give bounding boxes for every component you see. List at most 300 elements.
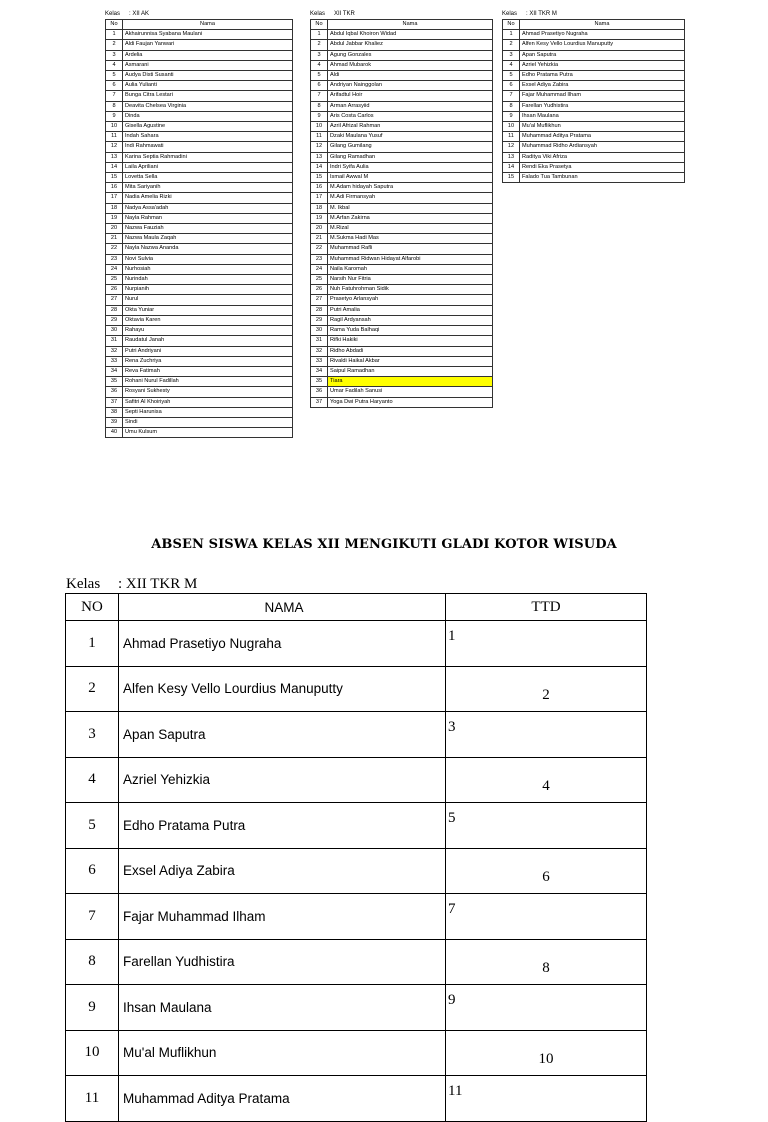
row-number: 35 bbox=[106, 377, 123, 387]
signature-cell: 11 bbox=[446, 1076, 647, 1122]
row-number: 16 bbox=[311, 183, 328, 193]
student-name: Saipul Ramadhan bbox=[328, 366, 493, 376]
row-number: 25 bbox=[311, 275, 328, 285]
table-row bbox=[311, 193, 493, 203]
table-row bbox=[66, 1030, 647, 1076]
student-name: Gisella Agustine bbox=[123, 122, 293, 132]
student-name: Indah Sahara bbox=[123, 132, 293, 142]
row-number: 15 bbox=[106, 173, 123, 183]
row-number: 36 bbox=[311, 387, 328, 397]
table-row bbox=[503, 81, 685, 91]
table-row bbox=[106, 397, 293, 407]
table-row bbox=[66, 848, 647, 894]
signature-cell: 7 bbox=[446, 894, 647, 940]
student-name: Azriel Yehizkia bbox=[119, 757, 446, 803]
table-row bbox=[311, 366, 493, 376]
table-row bbox=[311, 162, 493, 172]
table-row bbox=[503, 122, 685, 132]
table-row bbox=[106, 295, 293, 305]
table-row bbox=[106, 91, 293, 101]
student-name: Narsih Nur Fitria bbox=[328, 275, 493, 285]
student-name: Farellan Yudhistira bbox=[520, 101, 685, 111]
row-number: 22 bbox=[106, 244, 123, 254]
student-name: Ihsan Maulana bbox=[520, 111, 685, 121]
table-row bbox=[311, 234, 493, 244]
student-name: Dinda bbox=[123, 111, 293, 121]
student-name: Raditya Viki Afriza bbox=[520, 152, 685, 162]
table-row bbox=[311, 397, 493, 407]
row-number: 24 bbox=[311, 264, 328, 274]
student-name: Ahmad Mubarok bbox=[328, 60, 493, 70]
class-header bbox=[105, 10, 293, 19]
row-number: 21 bbox=[106, 234, 123, 244]
row-number: 7 bbox=[503, 91, 520, 101]
table-row bbox=[106, 173, 293, 183]
student-name: Indi Rahmawati bbox=[123, 142, 293, 152]
student-name: Azril Afrizal Rahman bbox=[328, 122, 493, 132]
row-number: 23 bbox=[311, 254, 328, 264]
table-row bbox=[66, 712, 647, 758]
row-number: 22 bbox=[311, 244, 328, 254]
table-row bbox=[311, 224, 493, 234]
row-number: 11 bbox=[311, 132, 328, 142]
row-number: 13 bbox=[503, 152, 520, 162]
col-no-header: No bbox=[106, 20, 123, 30]
table-row bbox=[66, 666, 647, 712]
table-row bbox=[66, 894, 647, 940]
table-row bbox=[311, 356, 493, 366]
col-nama-header: Nama bbox=[123, 20, 293, 30]
attendance-table bbox=[65, 593, 647, 1122]
kelas-value: XII TKR bbox=[334, 11, 355, 17]
student-name: Rohani Nurul Fadillah bbox=[123, 377, 293, 387]
student-name: Nayla Nazwa Ananda bbox=[123, 244, 293, 254]
student-name: Nurindah bbox=[123, 275, 293, 285]
header-row bbox=[503, 20, 685, 30]
table-body bbox=[503, 30, 685, 183]
student-name: Ahmad Prasetiyo Nugraha bbox=[520, 30, 685, 40]
col-no-header: No bbox=[311, 20, 328, 30]
row-number: 25 bbox=[106, 275, 123, 285]
row-number: 32 bbox=[311, 346, 328, 356]
class-header bbox=[310, 10, 493, 19]
row-number: 19 bbox=[311, 213, 328, 223]
table-row bbox=[503, 101, 685, 111]
table-row bbox=[106, 183, 293, 193]
table-row bbox=[106, 152, 293, 162]
student-name: M.Rizal bbox=[328, 224, 493, 234]
kelas-value: : XII TKR M bbox=[118, 576, 198, 592]
row-number: 19 bbox=[106, 213, 123, 223]
row-number: 10 bbox=[66, 1030, 119, 1076]
row-number: 37 bbox=[106, 397, 123, 407]
student-name: Ahmad Prasetiyo Nugraha bbox=[119, 621, 446, 667]
header-row bbox=[66, 594, 647, 621]
row-number: 20 bbox=[311, 224, 328, 234]
row-number: 4 bbox=[66, 757, 119, 803]
row-number: 33 bbox=[106, 356, 123, 366]
student-name: M.Sukma Hadi Mas bbox=[328, 234, 493, 244]
table-row bbox=[503, 50, 685, 60]
student-name: Putri Amalia bbox=[328, 305, 493, 315]
student-name: M.Arfan Zakirna bbox=[328, 213, 493, 223]
row-number: 1 bbox=[106, 30, 123, 40]
row-number: 17 bbox=[311, 193, 328, 203]
table-row bbox=[503, 91, 685, 101]
table-row bbox=[311, 387, 493, 397]
attendance-body bbox=[66, 621, 647, 1122]
row-number: 27 bbox=[311, 295, 328, 305]
table-row bbox=[106, 122, 293, 132]
student-name: Mu'al Muflikhun bbox=[119, 1030, 446, 1076]
student-name: Alfen Kesy Vello Lourdius Manuputty bbox=[520, 40, 685, 50]
row-number: 17 bbox=[106, 193, 123, 203]
col-nama-header: NAMA bbox=[119, 594, 446, 621]
table-row bbox=[311, 305, 493, 315]
row-number: 26 bbox=[311, 285, 328, 295]
table-row bbox=[311, 101, 493, 111]
row-number: 21 bbox=[311, 234, 328, 244]
table-row bbox=[66, 985, 647, 1031]
row-number: 8 bbox=[503, 101, 520, 111]
col-nama-header: Nama bbox=[520, 20, 685, 30]
row-number: 31 bbox=[311, 336, 328, 346]
table-row bbox=[106, 387, 293, 397]
student-name: Nurul bbox=[123, 295, 293, 305]
row-number: 34 bbox=[311, 366, 328, 376]
row-number: 2 bbox=[106, 40, 123, 50]
table-row bbox=[503, 40, 685, 50]
table-row bbox=[311, 315, 493, 325]
table-row bbox=[66, 621, 647, 667]
row-number: 5 bbox=[106, 71, 123, 81]
row-number: 4 bbox=[311, 60, 328, 70]
row-number: 24 bbox=[106, 264, 123, 274]
student-name: Rivaldi Haikal Akbar bbox=[328, 356, 493, 366]
row-number: 12 bbox=[106, 142, 123, 152]
row-number: 13 bbox=[106, 152, 123, 162]
student-name: M.Adi Firmansyah bbox=[328, 193, 493, 203]
student-name: Nazwa Maula Zaqah bbox=[123, 234, 293, 244]
student-name: Muhammad Aditya Pratama bbox=[520, 132, 685, 142]
student-name: Azriel Yehizkia bbox=[520, 60, 685, 70]
row-number: 12 bbox=[311, 142, 328, 152]
table-row bbox=[311, 254, 493, 264]
student-name: Rena Zuchriya bbox=[123, 356, 293, 366]
signature-cell: 4 bbox=[446, 757, 647, 803]
row-number: 6 bbox=[66, 848, 119, 894]
table-row bbox=[503, 60, 685, 70]
row-number: 13 bbox=[311, 152, 328, 162]
student-name: Umu Kulsum bbox=[123, 428, 293, 438]
table-row bbox=[311, 377, 493, 387]
row-number: 9 bbox=[503, 111, 520, 121]
row-number: 39 bbox=[106, 417, 123, 427]
table-row bbox=[311, 203, 493, 213]
table-row bbox=[311, 244, 493, 254]
table-row bbox=[106, 264, 293, 274]
signature-cell: 3 bbox=[446, 712, 647, 758]
row-number: 4 bbox=[503, 60, 520, 70]
table-row bbox=[106, 50, 293, 60]
table-row bbox=[106, 142, 293, 152]
student-name: Muhammad Ridwan Hidayat Alfarobi bbox=[328, 254, 493, 264]
student-name: Falado Tua Tambunan bbox=[520, 173, 685, 183]
table-row bbox=[66, 1076, 647, 1122]
row-number: 2 bbox=[311, 40, 328, 50]
student-name: Laila Apriliani bbox=[123, 162, 293, 172]
student-name: Aldi bbox=[328, 71, 493, 81]
table-row bbox=[106, 377, 293, 387]
table-row bbox=[106, 60, 293, 70]
table-row bbox=[311, 285, 493, 295]
table-row bbox=[66, 757, 647, 803]
table-row bbox=[311, 40, 493, 50]
row-number: 36 bbox=[106, 387, 123, 397]
student-name: Gilang Gumilang bbox=[328, 142, 493, 152]
student-name: Oktavia Karen bbox=[123, 315, 293, 325]
student-name: Fajar Muhammad Ilham bbox=[520, 91, 685, 101]
table-row bbox=[106, 71, 293, 81]
row-number: 3 bbox=[503, 50, 520, 60]
student-name: Safitri Al Khoiriyah bbox=[123, 397, 293, 407]
table-row bbox=[106, 336, 293, 346]
row-number: 18 bbox=[106, 203, 123, 213]
table-row bbox=[311, 71, 493, 81]
col-no-header: No bbox=[503, 20, 520, 30]
row-number: 29 bbox=[311, 315, 328, 325]
student-name: Rahayu bbox=[123, 326, 293, 336]
row-number: 3 bbox=[106, 50, 123, 60]
student-name: Tiara bbox=[328, 377, 493, 387]
signature-cell: 2 bbox=[446, 666, 647, 712]
row-number: 32 bbox=[106, 346, 123, 356]
student-name: Rosyani Sukhesty bbox=[123, 387, 293, 397]
student-table bbox=[310, 19, 493, 408]
row-number: 8 bbox=[311, 101, 328, 111]
table-row bbox=[106, 244, 293, 254]
table-row bbox=[106, 111, 293, 121]
table-row bbox=[311, 60, 493, 70]
signature-cell: 6 bbox=[446, 848, 647, 894]
table-row bbox=[106, 356, 293, 366]
class-xii-tkr-list bbox=[310, 10, 493, 408]
row-number: 40 bbox=[106, 428, 123, 438]
table-row bbox=[503, 71, 685, 81]
table-row bbox=[311, 142, 493, 152]
row-number: 20 bbox=[106, 224, 123, 234]
kelas-label: Kelas bbox=[105, 11, 121, 17]
row-number: 16 bbox=[106, 183, 123, 193]
student-name: Gilang Ramadhan bbox=[328, 152, 493, 162]
student-name: Nadia Amelia Rizki bbox=[123, 193, 293, 203]
student-name: Exsel Adiya Zabira bbox=[520, 81, 685, 91]
student-name: Deavita Chelsea Virginia bbox=[123, 101, 293, 111]
student-name: Arifadtul Hoir bbox=[328, 91, 493, 101]
table-row bbox=[311, 81, 493, 91]
student-name: Ihsan Maulana bbox=[119, 985, 446, 1031]
student-name: Nurhosiah bbox=[123, 264, 293, 274]
table-row bbox=[503, 111, 685, 121]
table-row bbox=[106, 305, 293, 315]
kelas-label: Kelas bbox=[502, 11, 518, 17]
student-name: Nadya Assa'adah bbox=[123, 203, 293, 213]
table-row bbox=[311, 326, 493, 336]
student-name: Raudatul Janah bbox=[123, 336, 293, 346]
student-name: Lovetta Sella bbox=[123, 173, 293, 183]
student-name: Prasetyo Arlansyah bbox=[328, 295, 493, 305]
row-number: 2 bbox=[66, 666, 119, 712]
student-name: Edho Pratama Putra bbox=[119, 803, 446, 849]
student-name: Muhammad Rafli bbox=[328, 244, 493, 254]
row-number: 7 bbox=[311, 91, 328, 101]
row-number: 29 bbox=[106, 315, 123, 325]
table-row bbox=[311, 111, 493, 121]
row-number: 3 bbox=[311, 50, 328, 60]
row-number: 33 bbox=[311, 356, 328, 366]
student-name: Ismail Awwal M bbox=[328, 173, 493, 183]
student-name: Audya Disti Susanti bbox=[123, 71, 293, 81]
row-number: 5 bbox=[311, 71, 328, 81]
student-name: Karina Septia Rahmadini bbox=[123, 152, 293, 162]
student-name: Septi Harunisa bbox=[123, 407, 293, 417]
table-row bbox=[311, 50, 493, 60]
row-number: 3 bbox=[66, 712, 119, 758]
row-number: 9 bbox=[106, 111, 123, 121]
row-number: 38 bbox=[106, 407, 123, 417]
table-row bbox=[503, 152, 685, 162]
table-row bbox=[106, 101, 293, 111]
kelas-label: Kelas bbox=[310, 11, 326, 17]
row-number: 1 bbox=[311, 30, 328, 40]
row-number: 26 bbox=[106, 285, 123, 295]
table-row bbox=[311, 275, 493, 285]
row-number: 11 bbox=[503, 132, 520, 142]
row-number: 30 bbox=[311, 326, 328, 336]
student-name: Muhammad Ridho Ardiansyah bbox=[520, 142, 685, 152]
signature-cell: 10 bbox=[446, 1030, 647, 1076]
table-row bbox=[311, 132, 493, 142]
row-number: 5 bbox=[66, 803, 119, 849]
student-name: Nazwa Fauziah bbox=[123, 224, 293, 234]
row-number: 10 bbox=[106, 122, 123, 132]
student-name: Aris Costa Carlos bbox=[328, 111, 493, 121]
row-number: 1 bbox=[503, 30, 520, 40]
student-name: Mita Sariyanih bbox=[123, 183, 293, 193]
table-row bbox=[311, 295, 493, 305]
table-row bbox=[106, 346, 293, 356]
table-row bbox=[503, 132, 685, 142]
student-name: Apan Saputra bbox=[520, 50, 685, 60]
table-row bbox=[106, 30, 293, 40]
table-row bbox=[503, 142, 685, 152]
table-row bbox=[106, 275, 293, 285]
class-xii-tkr-m-list bbox=[502, 10, 685, 183]
table-row bbox=[311, 346, 493, 356]
row-number: 9 bbox=[311, 111, 328, 121]
student-name: Sindi bbox=[123, 417, 293, 427]
student-name: Arman Arrasyiid bbox=[328, 101, 493, 111]
row-number: 37 bbox=[311, 397, 328, 407]
row-number: 14 bbox=[503, 162, 520, 172]
table-row bbox=[106, 203, 293, 213]
row-number: 15 bbox=[503, 173, 520, 183]
class-header bbox=[502, 10, 685, 19]
col-no-header: NO bbox=[66, 594, 119, 621]
signature-cell: 1 bbox=[446, 621, 647, 667]
row-number: 10 bbox=[311, 122, 328, 132]
table-row bbox=[66, 939, 647, 985]
table-row bbox=[106, 407, 293, 417]
table-row bbox=[503, 30, 685, 40]
row-number: 8 bbox=[66, 939, 119, 985]
student-name: Muhammad Aditya Pratama bbox=[119, 1076, 446, 1122]
table-row bbox=[503, 173, 685, 183]
table-row bbox=[311, 336, 493, 346]
row-number: 5 bbox=[503, 71, 520, 81]
table-body bbox=[311, 30, 493, 408]
student-name: Aldi Faujan Yanwari bbox=[123, 40, 293, 50]
table-row bbox=[311, 264, 493, 274]
row-number: 10 bbox=[503, 122, 520, 132]
header-row bbox=[311, 20, 493, 30]
student-name: Asmarani bbox=[123, 60, 293, 70]
table-row bbox=[106, 224, 293, 234]
row-number: 6 bbox=[106, 81, 123, 91]
student-name: Akhairunnisa Syabana Maulani bbox=[123, 30, 293, 40]
table-body bbox=[106, 30, 293, 438]
student-name: Aulia Yulianti bbox=[123, 81, 293, 91]
table-row bbox=[106, 254, 293, 264]
student-name: Bunga Citra Lestari bbox=[123, 91, 293, 101]
table-row bbox=[106, 193, 293, 203]
signature-cell: 8 bbox=[446, 939, 647, 985]
col-nama-header: Nama bbox=[328, 20, 493, 30]
kelas-value: : XII TKR M bbox=[526, 11, 557, 17]
row-number: 31 bbox=[106, 336, 123, 346]
row-number: 30 bbox=[106, 326, 123, 336]
table-row bbox=[106, 428, 293, 438]
student-name: Agung Gonzales bbox=[328, 50, 493, 60]
table-row bbox=[106, 285, 293, 295]
col-ttd-header: TTD bbox=[446, 594, 647, 621]
student-name: Edho Pratama Putra bbox=[520, 71, 685, 81]
row-number: 15 bbox=[311, 173, 328, 183]
student-name: Reva Fatimah bbox=[123, 366, 293, 376]
student-name: Naila Karomah bbox=[328, 264, 493, 274]
row-number: 6 bbox=[503, 81, 520, 91]
student-name: Ardelia bbox=[123, 50, 293, 60]
signature-cell: 9 bbox=[446, 985, 647, 1031]
attendance-title: ABSEN SISWA KELAS XII MENGIKUTI GLADI KOTOR WISUDA bbox=[151, 537, 617, 552]
student-name: Putri Andriyani bbox=[123, 346, 293, 356]
student-name: Okta Yuniar bbox=[123, 305, 293, 315]
student-name: Nayla Rahman bbox=[123, 213, 293, 223]
student-name: Abdul Iqbal Khoiron Widad bbox=[328, 30, 493, 40]
row-number: 8 bbox=[106, 101, 123, 111]
row-number: 14 bbox=[311, 162, 328, 172]
table-row bbox=[106, 417, 293, 427]
student-table bbox=[105, 19, 293, 438]
class-xii-ak-list bbox=[105, 10, 293, 438]
row-number: 12 bbox=[503, 142, 520, 152]
student-name: Nuh Fatuhrohman Sidik bbox=[328, 285, 493, 295]
row-number: 9 bbox=[66, 985, 119, 1031]
student-name: Umar Fadilah Sanusi bbox=[328, 387, 493, 397]
student-name: Exsel Adiya Zabira bbox=[119, 848, 446, 894]
student-table bbox=[502, 19, 685, 183]
student-name: Alfen Kesy Vello Lourdius Manuputty bbox=[119, 666, 446, 712]
